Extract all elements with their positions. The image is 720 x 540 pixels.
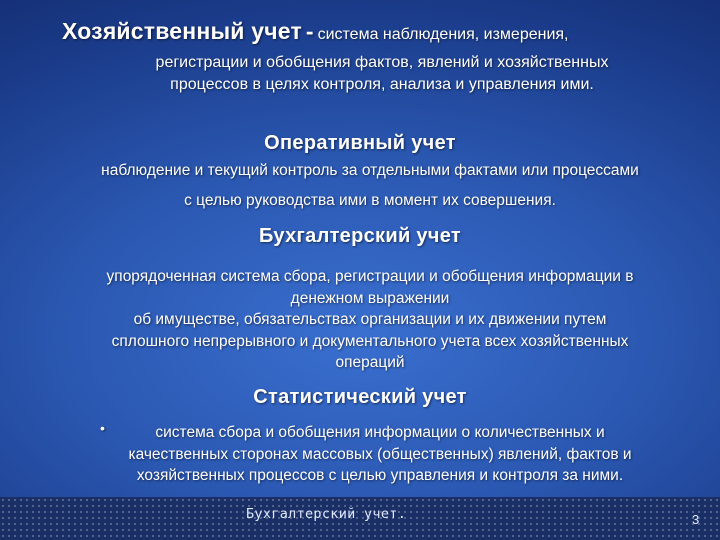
section-line: сплошного непрерывного и документального учета всех хозяйственных [111,332,629,350]
title-term: Хозяйственный учет [62,18,302,44]
section-text-accounting [40,266,700,374]
title-definition-line-2: регистрации и обобщения фактов, явлений и хозяйственных [155,54,609,71]
slide-title [62,18,569,45]
section-line: система сбора и обобщения информации о количественных и [155,424,605,441]
title-definition [92,52,672,96]
title-definition-line-3: процессов в целях контроля, анализа и управления ими. [170,76,594,93]
section-line: хозяйственных процессов с целью управления и контроля за ними. [136,467,624,484]
section-line: операций [335,354,405,371]
section-heading-operational: Оперативный учет [264,132,456,154]
section-line: денежном выражении [290,289,450,307]
title-definition-line-1: система наблюдения, измерения, [317,26,569,43]
section-heading-statistical: Статистический учет [253,386,467,408]
section-text-statistical [80,422,680,487]
section-line: с целью руководства ими в момент их совершения. [184,191,556,209]
footer-label: Бухгалтерский учет. [246,506,407,522]
section-heading-accounting: Бухгалтерский учет [259,225,461,247]
section-line: наблюдение и текущий контроль за отдельными фактами или процессами [101,162,639,179]
title-dash: - [305,18,314,44]
section-line: об имуществе, обязательствах организации и их движении путем [133,311,607,328]
section-line: качественных сторонах массовых (общественных) явлений, фактов и [128,445,632,463]
section-line: упорядоченная система сбора, регистрации и обобщения информации в [106,268,634,285]
bullet-icon: • [100,420,105,436]
section-text-operational [30,160,710,211]
slide-number: 3 [692,512,700,527]
